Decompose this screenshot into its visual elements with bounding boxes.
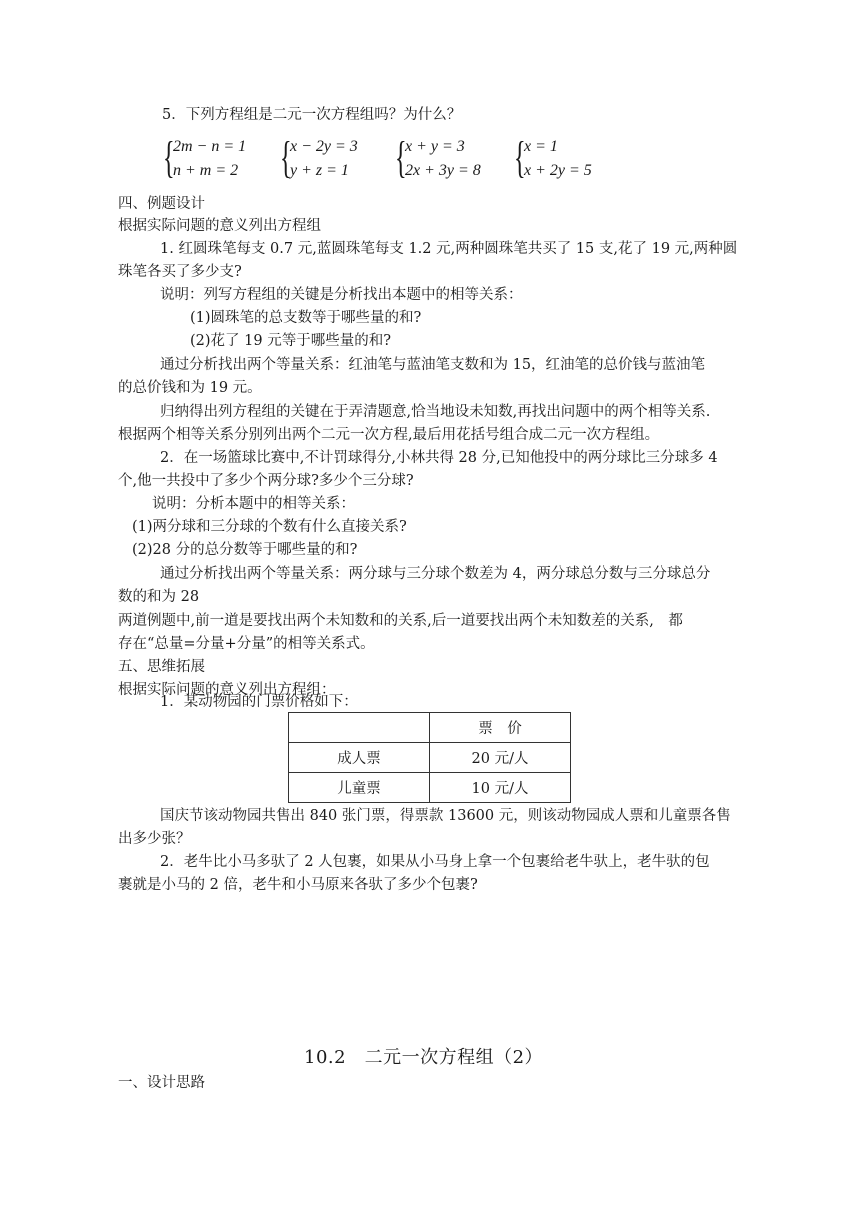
example-2-question-1: (1)两分球和三分球的个数有什么直接关系? — [132, 519, 407, 535]
table-row — [289, 743, 571, 773]
table-cell — [289, 713, 430, 743]
equation-row: x + 2y = 5 — [524, 162, 592, 179]
brace-icon: { — [163, 133, 175, 182]
example-1-question-1: (1)圆珠笔的总支数等于哪些量的和? — [190, 310, 422, 326]
equation-row: y + z = 1 — [290, 162, 349, 179]
ticket-price-table — [288, 712, 571, 803]
problem-1-line-2: 出多少张？ — [118, 831, 191, 847]
table-header: 票 价 — [430, 713, 571, 743]
comparison-line-1: 两道例题中,前一道是要找出两个未知数和的关系,后一道要找出两个未知数差的关系, 都 — [118, 613, 683, 629]
section-5-intro: 根据实际问题的意义列出方程组： — [118, 682, 336, 698]
example-1-line-1: 1. 红圆珠笔每支 0.7 元,蓝圆珠笔每支 1.2 元,两种圆珠笔共买了 15 支,花了 19 元,两种圆 — [160, 241, 738, 257]
equation-row: x + y = 3 — [405, 138, 465, 155]
summary-line-1: 归纳得出列方程组的关键在于弄清题意,恰当地设未知数,再找出问题中的两个相等关系. — [160, 404, 711, 420]
section-title: 10.2 二元一次方程组（2） — [304, 1047, 544, 1068]
example-1-question-2: (2)花了 19 元等于哪些量的和? — [190, 333, 391, 349]
equation-row: 2m − n = 1 — [173, 138, 247, 155]
example-1-note: 说明：列写方程组的关键是分析找出本题中的相等关系： — [160, 287, 523, 303]
table-cell: 成人票 — [289, 743, 430, 773]
problem-2-line-2: 裹就是小马的 2 倍，老牛和小马原来各驮了多少个包裹? — [118, 877, 478, 893]
example-1-analysis-1: 通过分析找出两个等量关系：红油笔与蓝油笔支数和为 15，红油笔的总价钱与蓝油笔 — [160, 357, 706, 373]
equation-row: x = 1 — [524, 138, 558, 155]
equation-row: n + m = 2 — [173, 162, 239, 179]
problem-1-line-1: 国庆节该动物园共售出 840 张门票，得票款 13600 元，则该动物园成人票和儿童票各售 — [160, 808, 731, 824]
design-idea-heading: 一、设计思路 — [118, 1075, 205, 1091]
example-2-analysis-1: 通过分析找出两个等量关系：两分球与三分球个数差为 4，两分球总分数与三分球总分 — [160, 566, 711, 582]
summary-line-2: 根据两个相等关系分别列出两个二元一次方程,最后用花括号组合成二元一次方程组。 — [118, 427, 660, 443]
equation-row: x − 2y = 3 — [290, 138, 358, 155]
table-cell: 儿童票 — [289, 773, 430, 803]
brace-icon: { — [395, 133, 407, 182]
equation-row: 2x + 3y = 8 — [405, 162, 481, 179]
section-5-heading: 五、思维拓展 — [118, 659, 205, 675]
table-row — [289, 713, 571, 743]
section-4-heading: 四、例题设计 — [118, 196, 205, 212]
section-4-intro: 根据实际问题的意义列出方程组 — [118, 218, 321, 234]
example-2-line-1: 2．在一场篮球比赛中,不计罚球得分,小林共得 28 分,已知他投中的两分球比三分球多 4 — [160, 450, 718, 466]
question-5-title: 5．下列方程组是二元一次方程组吗？为什么？ — [162, 107, 462, 123]
example-2-line-2: 个,他一共投中了多少个两分球?多少个三分球? — [118, 473, 414, 489]
brace-icon: { — [514, 133, 526, 182]
brace-icon: { — [280, 133, 292, 182]
example-2-analysis-2: 数的和为 28 — [118, 589, 200, 605]
table-cell: 10 元/人 — [430, 773, 571, 803]
problem-1-title: 1．某动物园的门票价格如下： — [160, 694, 358, 710]
problem-2-line-1: 2．老牛比小马多驮了 2 人包裹，如果从小马身上拿一个包裹给老牛驮上，老牛驮的包 — [160, 854, 710, 870]
example-2-question-2: (2)28 分的总分数等于哪些量的和? — [132, 542, 358, 558]
example-1-analysis-2: 的总价钱和为 19 元。 — [118, 380, 262, 396]
comparison-line-2: 存在“总量=分量+分量”的相等关系式。 — [118, 636, 375, 652]
example-1-line-2: 珠笔各买了多少支? — [118, 264, 242, 280]
example-2-note: 说明：分析本题中的相等关系： — [152, 496, 355, 512]
table-cell: 20 元/人 — [430, 743, 571, 773]
table-row — [289, 773, 571, 803]
